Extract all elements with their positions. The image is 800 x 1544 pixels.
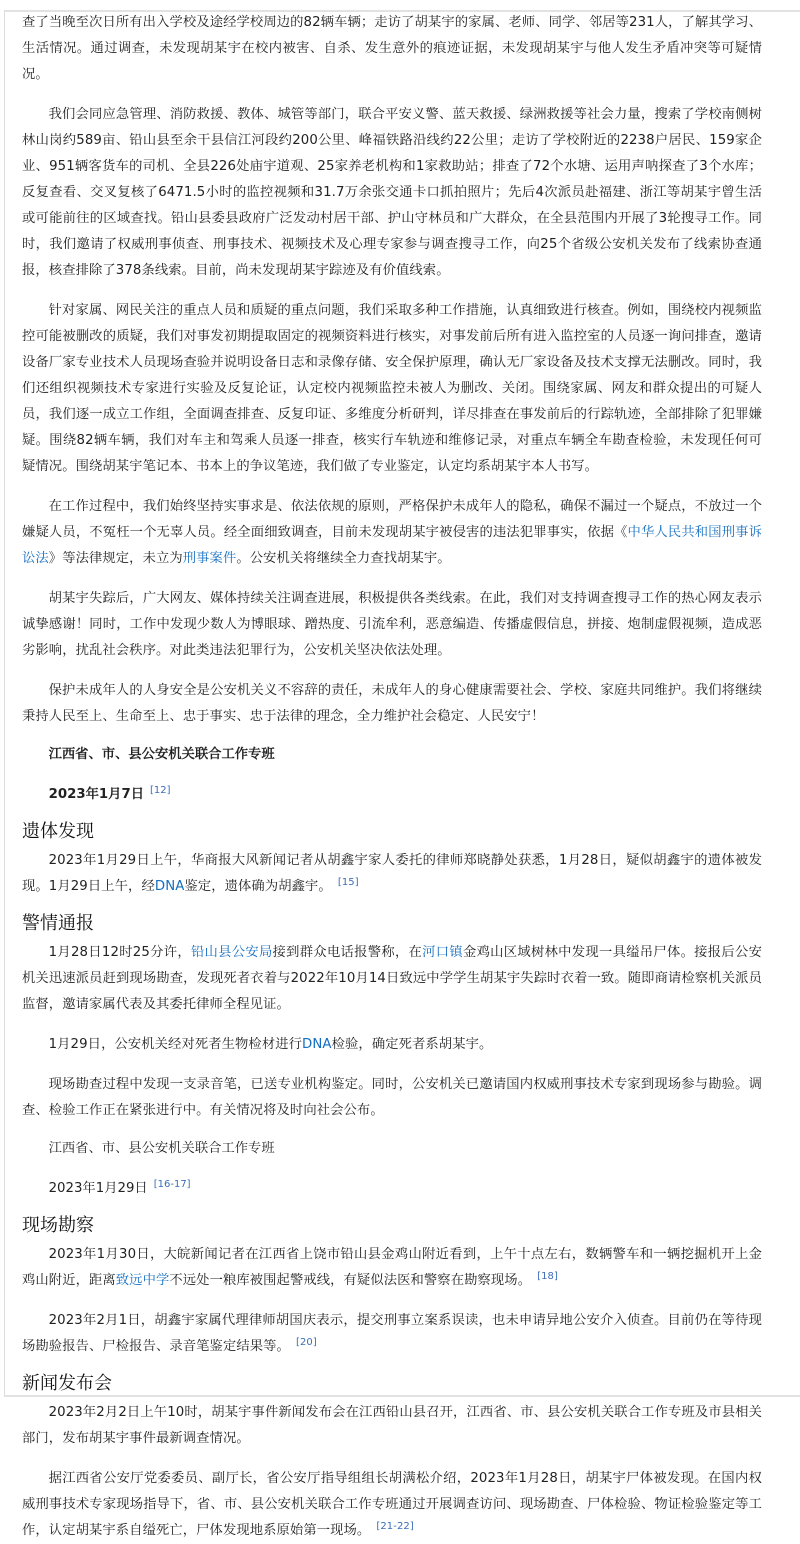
criminal-case-link[interactable]: 刑事案件 bbox=[182, 551, 237, 566]
section-title-scene: 现场勘察 bbox=[22, 1215, 94, 1236]
paragraph: 现场勘查过程中发现一支录音笔，已送专业机构鉴定。同时，公安机关已邀请国内权威刑事技术专家到现场参与勘验。调查、检验工作正在紧张进行中。有关情况将及时向社会公布。 bbox=[22, 1077, 762, 1118]
dna-link[interactable]: DNA bbox=[302, 1037, 332, 1052]
paragraph bbox=[22, 494, 762, 572]
text: 接到群众电话报警称，在 bbox=[272, 945, 423, 960]
paragraph bbox=[22, 1466, 762, 1544]
section-title-police-report: 警情通报 bbox=[22, 913, 94, 934]
section-title-press: 新闻发布会 bbox=[22, 1373, 112, 1394]
paragraph: 2023年2月2日上午10时，胡某宇事件新闻发布会在江西铅山县召开，江西省、市、县公安机关联合工作专班及市县相关部门，发布胡某宇事件最新调查情况。 bbox=[22, 1405, 762, 1446]
date-text: 2023年1月7日 bbox=[48, 787, 144, 802]
paragraph bbox=[22, 1308, 762, 1360]
reference-21-22[interactable]: [21-22] bbox=[376, 1520, 414, 1532]
reference-20[interactable]: [20] bbox=[295, 1336, 317, 1348]
text: 2023年2月1日，胡鑫宇家属代理律师胡国庆表示，提交刑事立案系误读，也未申请异地公安介入侦查。目前仍在等待现场勘验报告、尸检报告、录音笔鉴定结果等。 bbox=[22, 1313, 762, 1354]
text: 》等法律规定，未立为 bbox=[48, 551, 183, 566]
text: 在工作过程中，我们始终坚持实事求是、依法依规的原则，严格保护未成年人的隐私，确保不漏过一个疑点，不放过一个嫌疑人员，不冤枉一个无辜人员。经全面细致调查，目前未发现胡某宇被侵害的违法犯罪事实，依据《 bbox=[22, 499, 762, 540]
text: 据江西省公安厅党委委员、副厅长，省公安厅指导组组长胡满松介绍，2023年1月28日，胡某宇尸体被发现。在国内权威刑事技术专家现场指导下，省、市、县公安机关联合工作专班通过开展调查访问、现场勘查、尸体检验、物证检验鉴定等工作，认定胡某宇系自缢死亡，尸体发现地系原始第一现场。 bbox=[22, 1471, 762, 1538]
date-text: 2023年1月29日 bbox=[48, 1181, 148, 1196]
text: 不远处一粮库被围起警戒线，有疑似法医和警察在勘察现场。 bbox=[169, 1273, 532, 1288]
paragraph: 保护未成年人的人身安全是公安机关义不容辞的责任，未成年人的身心健康需要社会、学校、家庭共同维护。我们将继续秉持人民至上、生命至上、忠于事实、忠于法律的理念，全力维护社会稳定、人民安宁！ bbox=[22, 683, 762, 724]
reference-16-17[interactable]: [16-17] bbox=[153, 1178, 191, 1190]
paragraph bbox=[22, 848, 762, 900]
paragraph: 查了当晚至次日所有出入学校及途经学校周边的82辆车辆；走访了胡某宇的家属、老师、同学、邻居等231人，了解其学习、生活情况。通过调查，未发现胡某宇在校内被害、自杀、发生意外的痕迹证据，未发现胡某宇与他人发生矛盾冲突等可疑情况。 bbox=[22, 15, 762, 82]
text: 检验，确定死者系胡某宇。 bbox=[331, 1037, 493, 1052]
criminal-procedure-law-link[interactable]: 中华人民共和国刑事诉讼法 bbox=[22, 525, 763, 566]
paragraph bbox=[22, 940, 762, 1018]
reference-12[interactable]: [12] bbox=[150, 784, 171, 796]
text: 2023年1月30日，大皖新闻记者在江西省上饶市铅山县金鸡山附近看到，上午十点左右，数辆警车和一辆挖掘机开上金鸡山附近，距离 bbox=[22, 1247, 762, 1288]
paragraph: 胡某宇失踪后，广大网友、媒体持续关注调查进展，积极提供各类线索。在此，我们对支持调查搜寻工作的热心网友表示诚挚感谢！同时，工作中发现少数人为博眼球、蹭热度、引流牟利，恶意编造、传播虚假信息，拼接、炮制虚假视频，造成恶劣影响，扰乱社会秩序。对此类违法犯罪行为，公安机关坚决依法处理。 bbox=[22, 591, 762, 658]
zhiyuan-school-link[interactable]: 致远中学 bbox=[115, 1273, 170, 1288]
dna-link[interactable]: DNA bbox=[154, 879, 185, 894]
text: 鉴定，遗体确为胡鑫宇。 bbox=[184, 879, 332, 894]
text: 。公安机关将继续全力查找胡某宇。 bbox=[236, 551, 451, 566]
signature-date bbox=[22, 1176, 762, 1202]
section-title-remains: 遗体发现 bbox=[22, 821, 94, 842]
hekou-town-link[interactable]: 河口镇 bbox=[422, 945, 463, 960]
paragraph: 针对家属、网民关注的重点人员和质疑的重点问题，我们采取多种工作措施，认真细致进行核查。例如，围绕校内视频监控可能被删改的质疑，我们对事发初期提取固定的视频资料进行核实，对事发前后所有进入监控室的人员逐一询问排查，邀请设备厂家专业技术人员现场查验并说明设备日志和录像存储、安全保护原理，确认无厂家设备及技术支撑无法删改。同时，我们还组织视频技术专家进行实验及反复论证，认定校内视频监控未被人为删改、关闭。围绕家属、网友和群众提出的可疑人员，我们逐一成立工作组，全面调查排查、反复印证、多维度分析研判，详尽排查在事发前后的行踪轨迹，全部排除了犯罪嫌疑。围绕82辆车辆，我们对车主和驾乘人员逐一排查，核实行车轨迹和维修记录，对重点车辆全车勘查检验，未发现任何可疑情况。围绕胡某宇笔记本、书本上的争议笔迹，我们做了专业鉴定，认定均系胡某宇本人书写。 bbox=[22, 303, 762, 474]
paragraph: 我们会同应急管理、消防救援、教体、城管等部门，联合平安义警、蓝天救援、绿洲救援等社会力量，搜索了学校南侧树林山岗约589亩、铅山县至余干县信江河段约200公里、峰福铁路沿线约22公里；走访了学校附近的2238户居民、159家企业、951辆客货车的司机、全县226处庙宇道观、25家养老机构和1家救助站；排查了72个水塘、运用声呐探查了3个水库；反复查看、交叉复核了6471.5小时的监控视频和31.7万余张交通卡口抓拍照片；先后4次派员赴福建、浙江等胡某宇曾生活或可能前往的区域查找。铅山县委县政府广泛发动村居干部、护山守林员和广大群众，在全县范围内开展了3轮搜寻工作。同时，我们邀请了权威刑事侦查、刑事技术、视频技术及心理专家参与调查搜寻工作，向25个省级公安机关发布了线索协查通报，核查排除了378条线索。目前，尚未发现胡某宇踪迹及有价值线索。 bbox=[22, 107, 762, 278]
reference-18[interactable]: [18] bbox=[537, 1270, 559, 1282]
signature: 江西省、市、县公安机关联合工作专班 bbox=[48, 1141, 275, 1156]
paragraph bbox=[22, 1032, 762, 1058]
text: 2023年1月29日上午，华商报大风新闻记者从胡鑫宇家人委托的律师郑晓静处获悉，1月28日，疑似胡鑫宇的遗体被发现。1月29日上午，经 bbox=[22, 853, 762, 894]
reference-15[interactable]: [15] bbox=[337, 876, 359, 888]
signature: 江西省、市、县公安机关联合工作专班 bbox=[48, 747, 275, 762]
paragraph bbox=[22, 1242, 762, 1294]
text: 1月29日，公安机关经对死者生物检材进行 bbox=[48, 1037, 303, 1052]
yanshan-police-link[interactable]: 铅山县公安局 bbox=[190, 945, 273, 960]
text: 金鸡山区域树林中发现一具缢吊尸体。接报后公安机关迅速派员赶到现场勘查，发现死者衣着与2022年10月14日致远中学学生胡某宇失踪时衣着一致。随即商请检察机关派员监督，邀请家属代表及其委托律师全程见证。 bbox=[22, 945, 762, 1012]
signature-date bbox=[22, 782, 762, 808]
article-content bbox=[22, 10, 762, 1544]
text: 1月28日12时25分许， bbox=[48, 945, 191, 960]
